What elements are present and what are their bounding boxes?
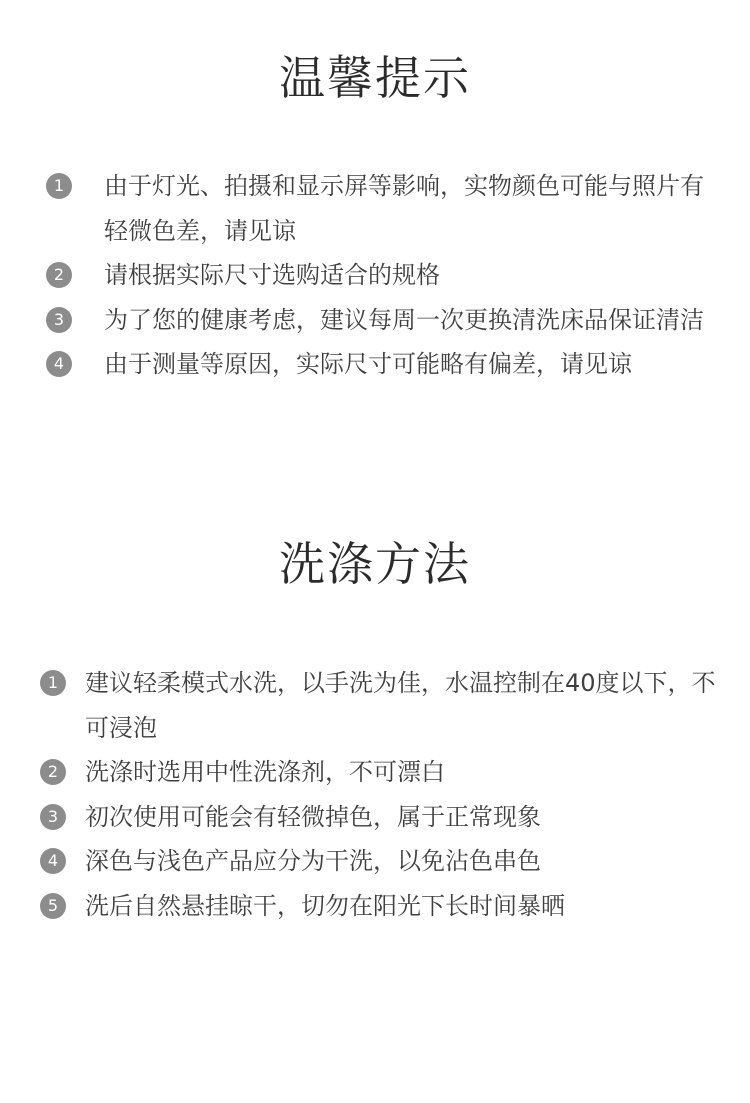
tip-text: 请根据实际尺寸选购适合的规格 [104, 261, 440, 289]
wash-text: 洗涤时选用中性洗涤剂，不可漂白 [85, 758, 445, 786]
wash-item-1 [40, 661, 730, 750]
tip-text: 由于测量等原因，实际尺寸可能略有偏差，请见谅 [104, 350, 632, 378]
wash-item-3 [40, 795, 730, 840]
number-badge-icon: 2 [46, 262, 72, 288]
number-badge-icon: 4 [46, 351, 72, 377]
tip-item-4 [46, 342, 706, 387]
washing-list [40, 661, 730, 928]
wash-item-5 [40, 884, 730, 929]
number-badge-icon: 3 [40, 804, 66, 830]
wash-text: 深色与浅色产品应分为干洗，以免沾色串色 [85, 847, 541, 875]
tip-text: 由于灯光、拍摄和显示屏等影响，实物颜色可能与照片有轻微色差，请见谅 [104, 172, 704, 245]
number-badge-icon: 1 [40, 670, 66, 696]
wash-item-2 [40, 750, 730, 795]
tips-title: 温馨提示 [279, 51, 471, 105]
tip-item-3 [46, 298, 706, 343]
wash-text: 洗后自然悬挂晾干，切勿在阳光下长时间暴晒 [85, 891, 565, 920]
number-badge-icon: 5 [40, 893, 66, 919]
tips-list [46, 164, 706, 387]
wash-text: 建议轻柔模式水洗，以手洗为佳，水温控制在40度以下，不可浸泡 [85, 669, 716, 742]
tip-item-1 [46, 164, 706, 253]
number-badge-icon: 4 [40, 848, 66, 874]
wash-item-4 [40, 839, 730, 884]
number-badge-icon: 3 [46, 307, 72, 333]
number-badge-icon: 2 [40, 759, 66, 785]
washing-title: 洗涤方法 [279, 537, 471, 591]
tip-item-2 [46, 253, 706, 298]
tip-text: 为了您的健康考虑，建议每周一次更换清洗床品保证清洁 [104, 305, 704, 334]
wash-text: 初次使用可能会有轻微掉色，属于正常现象 [85, 802, 541, 831]
number-badge-icon: 1 [46, 173, 72, 199]
